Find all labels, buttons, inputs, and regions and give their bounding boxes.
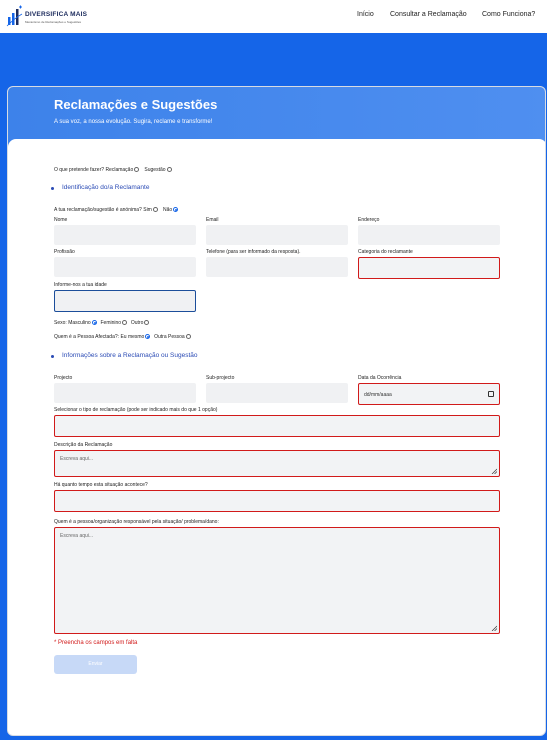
subprojecto-select[interactable] <box>206 383 348 403</box>
intent-option-reclamacao: Reclamação <box>105 167 134 173</box>
top-navbar <box>0 0 547 33</box>
radio-sim[interactable] <box>153 207 158 212</box>
data-input[interactable] <box>358 383 500 405</box>
afetada-outra-pessoa: Outra Pessoa <box>154 334 185 340</box>
nav-como-funciona[interactable]: Como Funciona? <box>482 11 536 18</box>
label-categoria: Categoria do reclamante <box>358 249 413 255</box>
label-subprojecto: Sub-projecto <box>206 375 235 381</box>
telefone-input[interactable] <box>206 257 348 277</box>
section-informacoes: Informações sobre a Reclamação ou Sugestão <box>62 352 198 359</box>
radio-sugestao[interactable] <box>167 167 172 172</box>
sexo-feminino: Feminino <box>100 320 122 326</box>
resize-handle-icon[interactable] <box>491 468 497 474</box>
brand-logo[interactable] <box>6 4 96 28</box>
descricao-textarea[interactable] <box>54 450 500 477</box>
label-nome: Nome <box>54 217 68 223</box>
responsavel-placeholder: Escreva aqui... <box>60 533 94 539</box>
section-bullet <box>51 355 54 358</box>
profissao-input[interactable] <box>54 257 196 277</box>
radio-outro[interactable] <box>144 320 149 325</box>
idade-input[interactable] <box>54 290 196 312</box>
label-responsavel: Quem é a pessoa/organização responsável pela situação/ problema/dano: <box>54 519 219 525</box>
afetada-row <box>54 334 192 340</box>
label-data: Data da Ocorrência <box>358 375 402 381</box>
radio-reclamacao[interactable] <box>134 167 139 172</box>
projecto-select[interactable] <box>54 383 196 403</box>
radio-eu-mesmo[interactable] <box>145 334 150 339</box>
intent-option-sugestao: Sugestão <box>144 167 166 173</box>
brand-tagline: Mecanismo de Reclamações e Sugestões <box>25 20 82 24</box>
page-subtitle: A sua voz, a nossa evolução. Sugira, reclame e transforme! <box>54 119 213 125</box>
radio-outra-pessoa[interactable] <box>186 334 191 339</box>
hero-header <box>8 87 546 147</box>
label-tipo: Selecionar o tipo de reclamação (pode ser indicado mais do que 1 opção) <box>54 407 218 413</box>
label-profissao: Profissão <box>54 249 75 255</box>
label-descricao: Descrição da Reclamação <box>54 442 113 448</box>
label-email: Email <box>206 217 219 223</box>
label-endereco: Endereço <box>358 217 380 223</box>
tipo-select[interactable] <box>54 415 500 437</box>
label-telefone: Telefone (para ser informado da resposta). <box>206 249 301 255</box>
sexo-outro: Outro <box>130 320 144 326</box>
section-bullet <box>51 187 54 190</box>
afetada-eu-mesmo: Eu mesmo <box>120 334 145 340</box>
sexo-label: Sexo: <box>54 320 67 326</box>
validation-warning: * Preencha os campos em falta <box>54 640 138 646</box>
logo-mark-icon <box>6 4 24 28</box>
label-tempo: Há quanto tempo esta situação acontece? <box>54 482 148 488</box>
anon-option-nao: Não <box>163 207 173 213</box>
anon-option-sim: Sim <box>143 207 152 213</box>
resize-handle-icon[interactable] <box>491 625 497 631</box>
email-input[interactable] <box>206 225 348 245</box>
brand-name: DIVERSIFICA MAIS <box>25 11 88 18</box>
nome-input[interactable] <box>54 225 196 245</box>
intent-row <box>54 167 173 173</box>
radio-feminino[interactable] <box>122 320 127 325</box>
endereco-input[interactable] <box>358 225 500 245</box>
submit-button[interactable] <box>54 655 137 674</box>
date-placeholder: dd/mm/aaaa <box>364 392 392 398</box>
anon-row <box>54 207 179 213</box>
radio-masculino[interactable] <box>92 320 97 325</box>
label-idade: Informe-nos a tua idade <box>54 282 107 288</box>
categoria-select[interactable] <box>358 257 500 279</box>
form-card <box>7 86 546 736</box>
calendar-icon[interactable] <box>488 391 494 397</box>
tempo-select[interactable] <box>54 490 500 512</box>
anon-question: A tua reclamação/sugestão é anónima? <box>54 207 142 213</box>
submit-label: Enviar <box>88 661 103 667</box>
nav-consultar[interactable]: Consultar a Reclamação <box>390 11 467 18</box>
radio-nao[interactable] <box>173 207 178 212</box>
nav-inicio[interactable]: Início <box>357 11 374 18</box>
sexo-masculino: Masculino <box>68 320 91 326</box>
page-title: Reclamações e Sugestões <box>54 97 218 112</box>
responsavel-textarea[interactable] <box>54 527 500 634</box>
sexo-row <box>54 320 150 326</box>
label-projecto: Projecto <box>54 375 73 381</box>
intent-question: O que pretende fazer? <box>54 167 105 173</box>
afetada-label: Quem é a Pessoa Afectada?: <box>54 334 120 340</box>
section-identificacao: Identificação do/a Reclamante <box>62 184 150 191</box>
descricao-placeholder: Escreva aqui... <box>60 456 94 462</box>
